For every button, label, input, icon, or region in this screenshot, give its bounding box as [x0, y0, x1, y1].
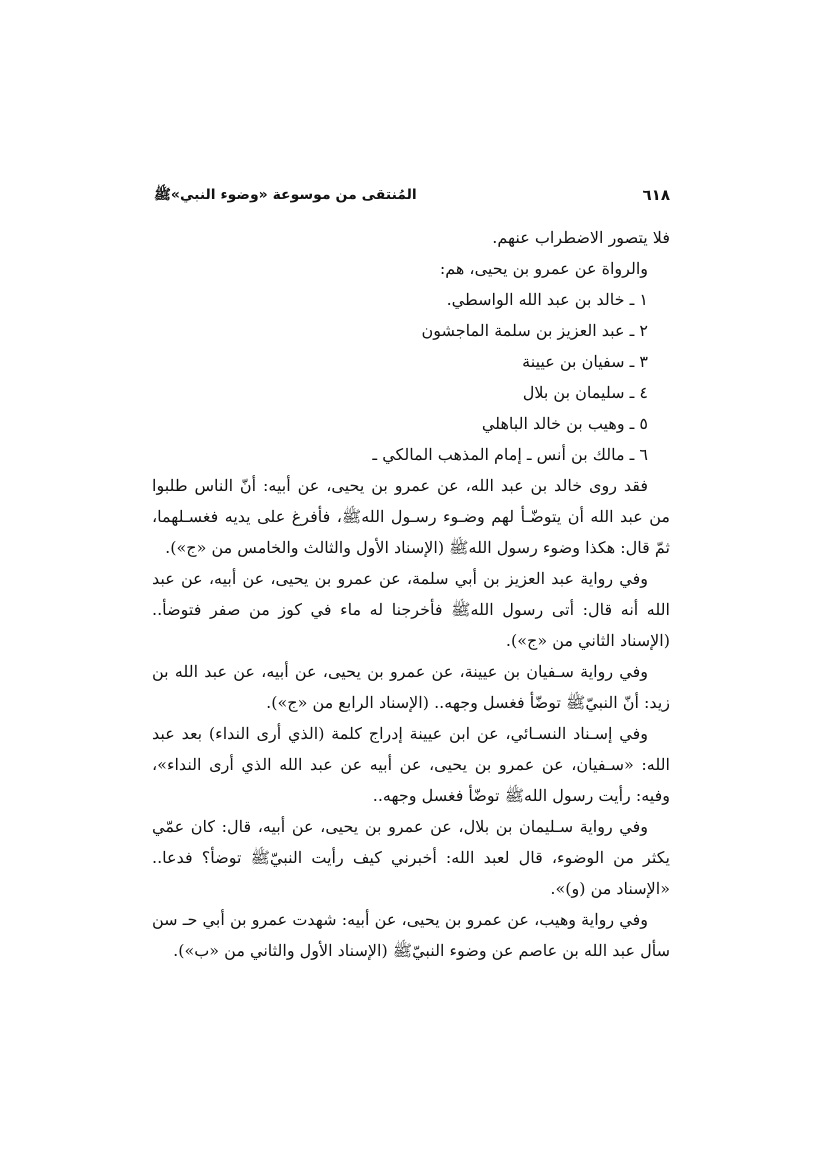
- page-number: ٦١٨: [642, 186, 670, 204]
- running-header: [154, 186, 670, 210]
- opening-line: فلا يتصور الاضطراب عنهم.: [492, 228, 670, 247]
- narrators-intro: والرواة عن عمرو بن يحيى، هم:: [439, 259, 648, 278]
- narrators-list: [152, 284, 670, 470]
- main-text: [152, 222, 670, 966]
- list-item: ٥ ـ وهيب بن خالد الباهلي: [481, 414, 648, 433]
- paragraph: وفي رواية سـفيان بن عيينة، عن عمرو بن يحيى، عن أبيه، عن عبد الله بن زيد: أنّ النبيّﷺ توضّأ فغسل وجهه.. (الإسناد الرابع من «ج»).: [152, 662, 670, 712]
- list-item: ١ ـ خالد بن عبد الله الواسطي.: [446, 290, 648, 309]
- paragraph: وفي رواية سـليمان بن بلال، عن عمرو بن يحيى، عن أبيه، قال: كان عمّي يكثر من الوضوء، قال لعبد الله: أخبرني كيف رأيت النبيّﷺ توضأ؟ فدعا.. «الإسناد من (و)».: [152, 817, 670, 898]
- book-title: المُنتقى من موسوعة «وضوء النبي»ﷺ: [154, 187, 417, 203]
- paragraph: وفي رواية عبد العزيز بن أبي سلمة، عن عمرو بن يحيى، عن أبيه، عن عبد الله أنه قال: أتى رسول اللهﷺ فأخرجنا له ماء في كوز من صفر فتوضأ.. (الإسناد الثاني من «ج»).: [152, 569, 671, 650]
- list-item: ٦ ـ مالك بن أنس ـ إمام المذهب المالكي ـ: [372, 445, 648, 464]
- list-item: ٣ ـ سفيان بن عيينة: [522, 352, 648, 371]
- list-item: ٤ ـ سليمان بن بلال: [522, 383, 648, 402]
- paragraph: فقد روى خالد بن عبد الله، عن عمرو بن يحيى، عن أبيه: أنّ الناس طلبوا من عبد الله أن يتوضّـأ لهم وضـوء رسـول اللهﷺ، فأفرغ على يديه فغسـلهما، ثمّ قال: هكذا وضوء رسول اللهﷺ (الإسناد الأول والثالث والخامس من «ج»).: [152, 476, 670, 557]
- paragraph: وفي إسـناد النسـائي، عن ابن عيينة إدراج كلمة (الذي أرى النداء) بعد عبد الله: «سـفيان، عن عمرو بن يحيى، عن أبيه عن عبد الله الذي أرى النداء»، وفيه: رأيت رسول اللهﷺ توضّأ فغسل وجهه..: [152, 724, 670, 805]
- list-item: ٢ ـ عبد العزيز بن سلمة الماجشون: [421, 321, 648, 340]
- paragraph: وفي رواية وهيب، عن عمرو بن يحيى، عن أبيه: شهدت عمرو بن أبي حـ سن سأل عبد الله بن عاصم عن وضوء النبيّﷺ (الإسناد الأول والثاني من «ب»).: [152, 910, 670, 960]
